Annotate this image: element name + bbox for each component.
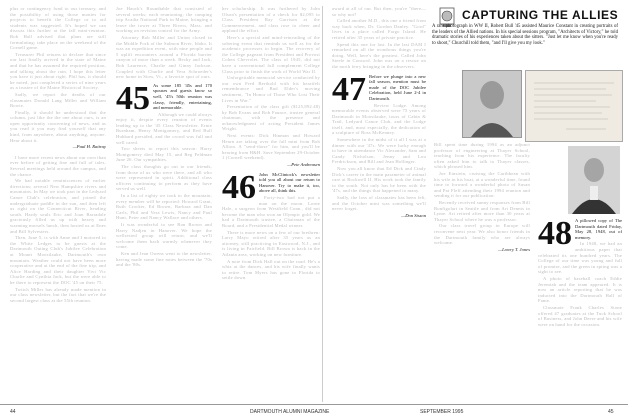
class-lead: A pillowed copy of The Dartmouth dated Friday, May 28, 1948, out of memory. xyxy=(575,218,622,240)
body-text: Treasurer Phil returns to declare that since our last finally arrived in the state of Maine and that he has assumed the required position, and talking about the rain. I hope this letter you have it just about right. Phil has, it should be noted, just completed a series of nine years as a trustee of the Maine Historical Society. xyxy=(10,51,106,91)
class-lead: As some 185 '45s and 170 spouses and guests know so well, '45's 50th reunion was classy, friendly, entertaining, and memorable. xyxy=(153,82,212,111)
body-text: Sadly, the loss of classmates has been felt, and the October mini was something we'll never forget. xyxy=(332,195,426,212)
body-text: It was wonderful to see Ron Brown and Harry Nadjen in Hanover. We hope the wellrested group will return, and we'll welcome them back warmly whenever they come. xyxy=(116,221,212,250)
body-text: In 1948, we had an ambitious paper that celebrated its one hundred years. The College of our time was young and full of promise, and the green in spring was a sight to see. xyxy=(538,241,622,275)
body-text: Forty-two had not put a man on the moon. Lorne Hale, a surgeon from Westfield Conn., did not become the man who won an Olympic gold. We had a Dartmouth trustee, a Chairman of the Board, and a Presidential Medal winner. xyxy=(222,195,320,228)
body-text: her scholarship. It was furthered by John Olson's presentation of a check for $2,095 to Class President Ray Garrison at the Commencement, and class rose to cheer and applaud the effort. xyxy=(222,6,320,34)
class-number: 47 xyxy=(332,70,366,108)
magazine-name: DARTMOUTH ALUMNI MAGAZINE xyxy=(250,409,330,415)
body-text: We had notable reminiscences of earlier directions; several New Hampshire rivers and mountains. In May we took part in the Ledyard Canoe Club's celebration, and joined the undergraduate paddle in the sun, and then left us right on the Connecticut River, heading south. Hardy souls Eric and Joan Barradale graciously filled us up with hearty and warming morsels lunch, then hosted us at Enes and Bill Sylvesters. xyxy=(10,178,106,234)
class-lead: John McClintock's newsletter told you all about our return to Hanover. Try to make it, too, above all, think this. xyxy=(259,171,320,194)
column-5 xyxy=(434,142,530,402)
body-text: Although we could always enjoy it, despite every reunion of events leading up to the '45 Class Newsletter. Ernie Burnham, Henry Montgomery, and Red Bull Hubbard presided, and the crowd was full and well cared. xyxy=(116,111,212,145)
column-2 xyxy=(116,6,212,402)
column-4 xyxy=(332,6,426,402)
body-text: Twitch Miller has already made mention in our class newsletter, but the fact that we're the second largest class at the 55th reunion. xyxy=(10,286,106,303)
body-text: Classmate Frank Charles Stone offered 47 graduates at the Tuck School of Business, and John Deere and his wife were on hand for the occasion. xyxy=(538,304,622,327)
column-3 xyxy=(222,6,320,402)
body-text: Attorney Bob Miller and Union closed in the Middle Fork of the Salmon River, Idaho. It was an expedition event, with nine people and 5 uplift encounters around a Florida barrier canyon of more than a week. Becky and Jack, Bob Laurence, Charlie and Ginny Jackson. Coupled with Charlie and Vera Schroeder's new home in Stow, Vt., a favorite spot of ours. xyxy=(116,34,212,80)
class-number: 48 xyxy=(538,218,572,252)
body-text: Ken and Jean Owens went to the newsletter, having made some fine notes between the '70s and the '80s. xyxy=(116,250,212,268)
body-text: Two sheets to report this season: Harry Montgomery died May 15, and Reg Feldman June 26. Our sympathies. xyxy=(116,146,212,163)
body-text: Finally, it should be understood that the column, just like the the one about ours, is an open opportunity concerning of news, and as you read it you may find yourself that any kind, from anywhere, about anything, anyone. Hear about it. xyxy=(10,109,106,143)
body-text: A note from Dick Hall out on the road. He's a whiz at the dances, and his wife finally wants to retire. Tom Myers has gone to Florida to settle down. xyxy=(222,258,320,281)
body-text: Bill spent time during 1994 as an adjunct professor of engineering at Thayer School, teaching from his experience. The faculty often asked him to talk to Thayer classes, which pleased him. xyxy=(434,142,530,170)
body-text: Called another M.D., this one a friend from way back when, Dr. Gordon Danley. "Gord" lives in a place called Fargo Island. He retired after 35 years of private practice. xyxy=(332,18,426,40)
body-text: Unforgettable memorial service conducted by our own Fred Berthold with his heartfelt remembrance and Bud Elder's moving sentiment, "In Honor of Those Who Lost Their Lives in War." xyxy=(222,75,320,103)
body-text: award at all of our. But then, you're "there—so why not? xyxy=(332,6,426,17)
body-text: A photo of baseball coach Eddie Jeremiah and the team appeared. It is now an article reporting that he was inducted into the Dartmouth Hall of Fame. xyxy=(538,275,622,304)
body-text: The class thoughts go out to our friends, from those of us who were there, and all who were represented in spirit. Additional class officers continuing to perform as they have served us well. xyxy=(116,164,212,192)
page-gutter xyxy=(322,6,323,402)
body-text: Recently received sunny responses from Bill Bonfigolari in Seattle and from Art Dennis in Lyme. Art retired after more than 30 years at Thayer School where he was a professor. xyxy=(434,199,530,222)
body-text: Then, June 5, is with Anne and I motored to the White Ledges to be guests at the Dartmouth Outing Club's Jubilee Celebration at Mount Moosilauke, Dartmouth's own mountain. Weather could not have been more cooperative and at the end of the fine trip, and Alice Harding and their daughter Vivi Vic Charlie and Cynthia Jack, but the were able to be there to represent the DOC '45 on their 75. xyxy=(10,235,106,285)
issue-date: SEPTEMBER 1995 xyxy=(420,409,464,415)
body-text: Somewhere in the midst of it all I was at a dinner with our '47s. We were lucky enough to have in attendance Vic Alexander, Sam and Candy Nicholson, Jenny and Lou Fredrickson, and Bill and Jean Hollinger. xyxy=(332,137,426,165)
body-text: Review Lodge. Among memorable events observed were 75 years of Dartmouth in Moosilauke, tours of Cabin & Trail, Ledyard Canoe Club, and the Lodge itself, and, most especially, the dedication of a sculpture of Ross McKenney. xyxy=(332,102,426,136)
column-6 xyxy=(538,218,622,402)
body-text: Here's a special and mind-reinvading of the sobering event that reminds us well as for the academic processes to begin. The recovery of the College pageant from President and Provost Cohen Chevrolet. The class of 1945, did not have a conventional full complement College Class prior to finish the work of World War II. xyxy=(222,34,320,74)
body-text: Joe Einstein, cruising the Caribbean with his wife in his boat, at a wonderful time, found time to forward a wonderful photo of Susan and Pat Fleff attending their 1994 reunion and sending it for our publication. xyxy=(434,170,530,199)
body-text: Now you all know that Ed Dick and Cindy Dick's career in the main parameter of animal care at Rockwell II. His work took the family to the south. Not only has he been with the '47s, and the things that happened to many. xyxy=(332,166,426,194)
page-number-right: 45 xyxy=(608,409,614,415)
sidebar-text: A rare photograph in WW II, Robert Bull '45 assisted Maurice Constant in creating portraits of the leaders of the Allied nations. In his special sessions program, "Architects of Victory," he told dramatic stories of his experiences taken about the sitters. "Just let me know when you're ready to shoot," Churchill told them, "and I'll give you my look." xyxy=(432,24,618,47)
churchill-photo xyxy=(462,70,522,138)
body-text: Presentation of the class gift ($125,892.48) by Bob Evans and Bob Faunce, trustee general chairman, with the presence and acknowledgment of acting President James Wright. xyxy=(222,104,320,132)
portrait-photo xyxy=(568,146,620,214)
signature: —Don Sisson xyxy=(401,212,426,218)
class-lead: Before we plunge into a new fall season, mention must be made of the DOC Jubilee Celebration, held June 2-4 in Dartmouth. xyxy=(369,73,426,101)
body-text: Next events: Dick Hinman and Howard Hearn are taking over the fall mini from Bob Allton. A "send-those" for him, and you'll be hearing from H&H. Save September 29-October 1 (Cornell weekend). xyxy=(222,133,320,161)
body-text: plus or contingency fund to our treasury, and the possibility of using those monies for projects to benefit the College or to aid students was suggested. It's hoped we can discuss this further at the fall mini-reunion. Bob Hall advised that plans are still formulating; take place on the weekend of the Cornell game. xyxy=(10,6,106,51)
class-number: 45 xyxy=(116,79,150,117)
body-text: I have more recent news about our own than ever before of getting fine and full of tales. Several meetings held around the campus, and the chance. xyxy=(10,154,106,177)
body-text: In a list of eighty we took to the mountain, every member will be reported: Howard Grant, Ruth Crocker, Ed Brown, Barbara and Dan Carls, Phil and Vera Lewis, Nancy and Paul Hunt, Peter and Nancy Wallace and others. xyxy=(116,193,212,221)
body-text: Our class travel group in Europe will reconvene next year. We also honor friends in the Dartmouth family who are always welcome. xyxy=(434,223,530,246)
body-text: There is more news on a few of our brethren: Larry Mayo retired after 35 years as an attorney, still practicing in Eastwood, N.J., and is living in Fairfield. Bill Brown is back in the Atlanta area, working on new furniture. xyxy=(222,229,320,257)
body-text: Sadly, we report the deaths of our classmates Donald Lang Miller and William Bowie. xyxy=(10,91,106,109)
signature: —Lowry T. Jones xyxy=(498,246,530,252)
signature: —Pete Andreasen xyxy=(287,162,320,168)
column-1 xyxy=(10,6,106,402)
body-text: Spend this one for last. In the last DAM I remarked on all the wondrous things you're doing. Well, here's the greatest. Called John Steele in Concord. John was on a rescue on the north ferry bringing in the observers. xyxy=(332,41,426,69)
sidebar-title: CAPTURING THE ALLIES xyxy=(462,8,619,22)
class-number: 46 xyxy=(222,168,256,206)
body-text: Joe Hauck's Roundtable that consisted of several weeks; each reunioning; the camping trip Acadia National Park in Maine, bringing a leave the tower at Three Rivers, Mass. and working on revision control for the Army. xyxy=(116,6,212,34)
letter-photo xyxy=(525,70,623,142)
page-footer xyxy=(0,404,628,419)
page-number-left: 44 xyxy=(10,409,16,415)
signature: —Paul H. Rattray xyxy=(72,144,106,150)
